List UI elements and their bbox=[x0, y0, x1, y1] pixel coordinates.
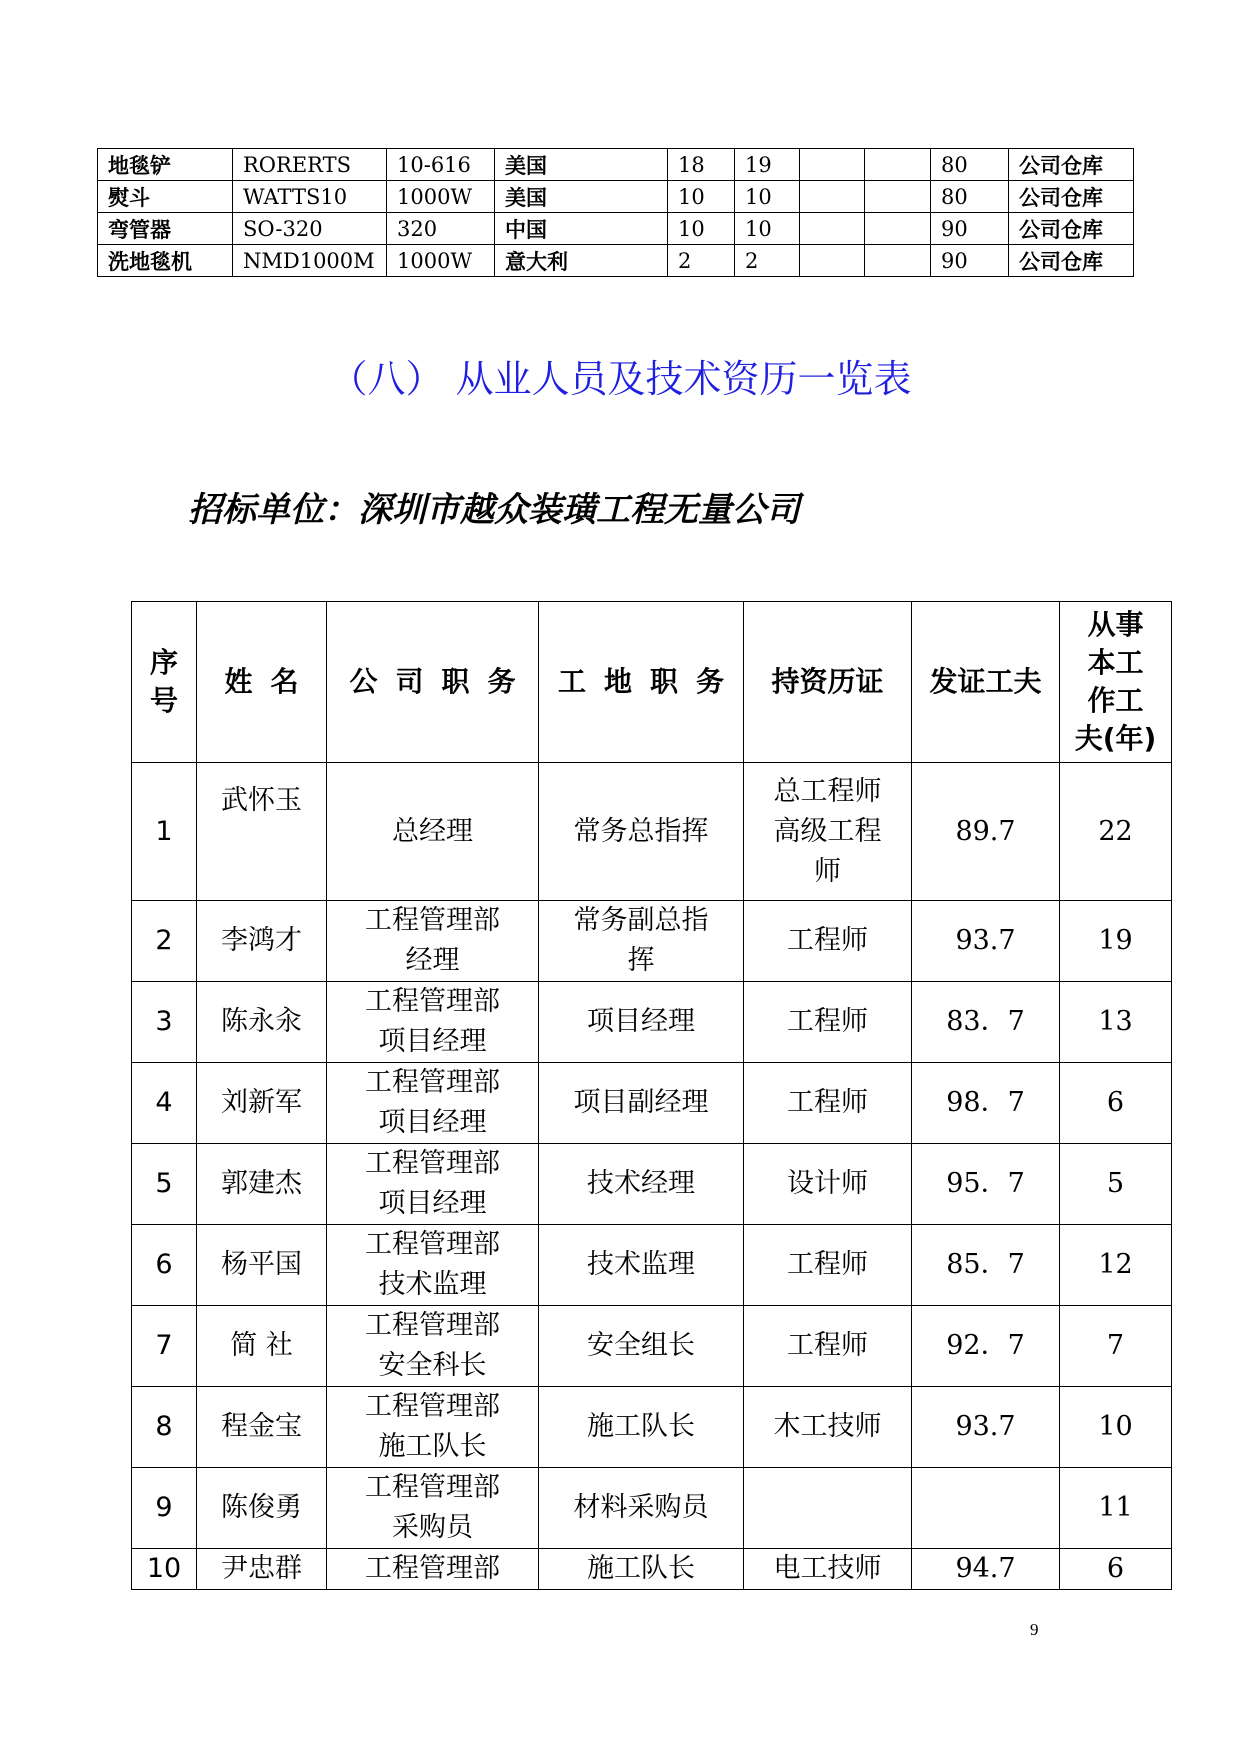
staff-site-line: 常务副总指 bbox=[573, 905, 709, 936]
staff-years: 6 bbox=[1060, 1063, 1172, 1144]
staff-no: 10 bbox=[132, 1549, 197, 1590]
header-company-role: 公司职务 bbox=[327, 602, 539, 763]
staff-cert-line: 工程师 bbox=[787, 1249, 868, 1280]
equipment-row bbox=[98, 213, 1134, 245]
staff-no: 1 bbox=[132, 763, 197, 901]
staff-company-line: 项目经理 bbox=[378, 1188, 487, 1219]
equipment-table-body bbox=[98, 149, 1134, 277]
equipment-cell: 美国 bbox=[495, 149, 668, 181]
equipment-cell bbox=[800, 149, 865, 181]
staff-score: 93.7 bbox=[912, 1387, 1060, 1468]
staff-company-line: 采购员 bbox=[392, 1512, 473, 1543]
staff-cert bbox=[744, 901, 912, 982]
staff-site-line: 常务总指挥 bbox=[573, 815, 709, 847]
staff-company bbox=[327, 763, 539, 901]
staff-name: 刘新军 bbox=[197, 1063, 327, 1144]
equipment-cell bbox=[865, 181, 931, 213]
header-site-role: 工地职务 bbox=[539, 602, 744, 763]
staff-site bbox=[539, 763, 744, 901]
staff-company bbox=[327, 901, 539, 982]
equipment-cell: 公司仓库 bbox=[1009, 213, 1134, 245]
staff-cert-line: 工程师 bbox=[787, 925, 868, 956]
equipment-row bbox=[98, 181, 1134, 213]
staff-no: 4 bbox=[132, 1063, 197, 1144]
staff-no: 9 bbox=[132, 1468, 197, 1549]
staff-score: 89.7 bbox=[912, 763, 1060, 901]
staff-no: 5 bbox=[132, 1144, 197, 1225]
staff-years: 19 bbox=[1060, 901, 1172, 982]
equipment-cell: 10 bbox=[735, 213, 800, 245]
staff-company-line: 工程管理部 bbox=[365, 1391, 500, 1422]
staff-site bbox=[539, 1468, 744, 1549]
staff-cert-line: 工程师 bbox=[787, 1087, 868, 1118]
staff-company bbox=[327, 1549, 539, 1590]
equipment-table bbox=[97, 148, 1134, 277]
equipment-cell: NMD1000M bbox=[233, 245, 387, 277]
staff-site bbox=[539, 1306, 744, 1387]
staff-cert-line: 师 bbox=[814, 855, 841, 887]
staff-cert bbox=[744, 1468, 912, 1549]
equipment-cell: SO-320 bbox=[233, 213, 387, 245]
equipment-cell bbox=[865, 213, 931, 245]
staff-site bbox=[539, 1549, 744, 1590]
staff-cert bbox=[744, 1225, 912, 1306]
page-number: 9 bbox=[1030, 1620, 1039, 1639]
header-cert: 持资历证 bbox=[744, 602, 912, 763]
equipment-cell bbox=[800, 245, 865, 277]
staff-company-line: 安全科长 bbox=[378, 1350, 487, 1381]
equipment-cell: 2 bbox=[735, 245, 800, 277]
staff-row bbox=[132, 763, 1172, 901]
staff-years: 10 bbox=[1060, 1387, 1172, 1468]
staff-name: 陈永汆 bbox=[197, 982, 327, 1063]
equipment-cell bbox=[800, 213, 865, 245]
staff-site bbox=[539, 1387, 744, 1468]
staff-cert bbox=[744, 763, 912, 901]
staff-header-row bbox=[132, 602, 1172, 763]
staff-cert-line: 设计师 bbox=[787, 1168, 868, 1199]
equipment-cell bbox=[865, 245, 931, 277]
staff-row bbox=[132, 1225, 1172, 1306]
header-seq-line: 号 bbox=[149, 684, 178, 717]
staff-name: 郭建杰 bbox=[197, 1144, 327, 1225]
staff-name: 李鸿才 bbox=[197, 901, 327, 982]
staff-score: 98．7 bbox=[912, 1063, 1060, 1144]
equipment-cell: 公司仓库 bbox=[1009, 245, 1134, 277]
staff-site-line: 项目经理 bbox=[587, 1006, 695, 1037]
equipment-cell: 1000W bbox=[387, 245, 495, 277]
staff-name: 武怀玉 bbox=[197, 763, 327, 901]
staff-company bbox=[327, 1144, 539, 1225]
staff-row bbox=[132, 901, 1172, 982]
staff-cert-line: 工程师 bbox=[787, 1006, 868, 1037]
staff-company-line: 工程管理部 bbox=[365, 1553, 500, 1584]
header-name: 姓名 bbox=[197, 602, 327, 763]
staff-years: 12 bbox=[1060, 1225, 1172, 1306]
staff-site bbox=[539, 901, 744, 982]
header-score: 发证工夫 bbox=[912, 602, 1060, 763]
staff-score: 92．7 bbox=[912, 1306, 1060, 1387]
equipment-cell: 公司仓库 bbox=[1009, 181, 1134, 213]
equipment-cell: 10 bbox=[668, 213, 735, 245]
equipment-cell: 1000W bbox=[387, 181, 495, 213]
staff-cert-line: 木工技师 bbox=[773, 1411, 882, 1442]
equipment-cell: WATTS10 bbox=[233, 181, 387, 213]
equipment-cell bbox=[800, 181, 865, 213]
staff-row bbox=[132, 1144, 1172, 1225]
staff-site-line: 技术经理 bbox=[587, 1168, 695, 1199]
equipment-cell: RORERTS bbox=[233, 149, 387, 181]
staff-company bbox=[327, 1225, 539, 1306]
staff-row bbox=[132, 982, 1172, 1063]
staff-score: 83．7 bbox=[912, 982, 1060, 1063]
staff-site bbox=[539, 982, 744, 1063]
staff-site bbox=[539, 1144, 744, 1225]
staff-score: 95．7 bbox=[912, 1144, 1060, 1225]
equipment-cell: 公司仓库 bbox=[1009, 149, 1134, 181]
header-years bbox=[1060, 602, 1172, 763]
header-seq-line: 序 bbox=[149, 646, 178, 679]
staff-no: 8 bbox=[132, 1387, 197, 1468]
staff-years: 11 bbox=[1060, 1468, 1172, 1549]
staff-years: 6 bbox=[1060, 1549, 1172, 1590]
staff-row bbox=[132, 1063, 1172, 1144]
equipment-cell: 90 bbox=[931, 213, 1009, 245]
staff-company-line: 项目经理 bbox=[378, 1026, 487, 1057]
staff-site-line: 施工队长 bbox=[587, 1411, 695, 1442]
staff-years: 7 bbox=[1060, 1306, 1172, 1387]
staff-company-line: 工程管理部 bbox=[365, 986, 500, 1017]
staff-cert-line: 工程师 bbox=[787, 1330, 868, 1361]
staff-name: 简 社 bbox=[197, 1306, 327, 1387]
staff-years: 22 bbox=[1060, 763, 1172, 901]
staff-score: 94.7 bbox=[912, 1549, 1060, 1590]
staff-company-line: 工程管理部 bbox=[365, 1148, 500, 1179]
equipment-row bbox=[98, 245, 1134, 277]
staff-company bbox=[327, 1063, 539, 1144]
staff-company-line: 经理 bbox=[405, 945, 460, 976]
header-years-line: 本工 bbox=[1087, 646, 1144, 679]
equipment-cell bbox=[865, 149, 931, 181]
staff-company bbox=[327, 1468, 539, 1549]
equipment-cell: 10-616 bbox=[387, 149, 495, 181]
staff-site bbox=[539, 1063, 744, 1144]
equipment-cell: 美国 bbox=[495, 181, 668, 213]
staff-no: 6 bbox=[132, 1225, 197, 1306]
staff-company-line: 工程管理部 bbox=[365, 1067, 500, 1098]
staff-company bbox=[327, 1387, 539, 1468]
staff-no: 2 bbox=[132, 901, 197, 982]
header-seq bbox=[132, 602, 197, 763]
staff-row bbox=[132, 1549, 1172, 1590]
staff-site bbox=[539, 1225, 744, 1306]
equipment-cell: 2 bbox=[668, 245, 735, 277]
staff-site-line: 施工队长 bbox=[587, 1553, 695, 1584]
staff-site-line: 挥 bbox=[627, 945, 655, 976]
staff-name: 程金宝 bbox=[197, 1387, 327, 1468]
staff-cert-line: 电工技师 bbox=[773, 1553, 882, 1584]
header-years-line: 夫(年) bbox=[1074, 722, 1157, 755]
staff-company-line: 总经理 bbox=[392, 815, 473, 847]
staff-row bbox=[132, 1306, 1172, 1387]
staff-years: 5 bbox=[1060, 1144, 1172, 1225]
staff-site-line: 技术监理 bbox=[587, 1249, 695, 1280]
staff-score: 93.7 bbox=[912, 901, 1060, 982]
equipment-row bbox=[98, 149, 1134, 181]
staff-score: 85．7 bbox=[912, 1225, 1060, 1306]
staff-years: 13 bbox=[1060, 982, 1172, 1063]
equipment-cell: 90 bbox=[931, 245, 1009, 277]
staff-company-line: 项目经理 bbox=[378, 1107, 487, 1138]
staff-cert bbox=[744, 1549, 912, 1590]
staff-name: 陈俊勇 bbox=[197, 1468, 327, 1549]
staff-table bbox=[131, 601, 1172, 1590]
equipment-cell: 洗地毯机 bbox=[98, 245, 233, 277]
staff-cert bbox=[744, 1063, 912, 1144]
staff-company-line: 工程管理部 bbox=[365, 1310, 500, 1341]
header-years-line: 从事 bbox=[1087, 608, 1144, 641]
staff-name: 杨平国 bbox=[197, 1225, 327, 1306]
staff-site-line: 项目副经理 bbox=[573, 1087, 709, 1118]
equipment-cell: 熨斗 bbox=[98, 181, 233, 213]
staff-company-line: 工程管理部 bbox=[365, 905, 500, 936]
staff-score bbox=[912, 1468, 1060, 1549]
equipment-cell: 中国 bbox=[495, 213, 668, 245]
section-heading: （八） 从业人员及技术资历一览表 bbox=[329, 357, 912, 401]
equipment-cell: 弯管器 bbox=[98, 213, 233, 245]
staff-cert bbox=[744, 982, 912, 1063]
staff-no: 3 bbox=[132, 982, 197, 1063]
staff-company-line: 工程管理部 bbox=[365, 1472, 500, 1503]
header-years-line: 作工 bbox=[1087, 684, 1144, 717]
staff-company-line: 施工队长 bbox=[378, 1431, 487, 1462]
equipment-cell: 80 bbox=[931, 181, 1009, 213]
staff-company-line: 工程管理部 bbox=[365, 1229, 500, 1260]
equipment-cell: 18 bbox=[668, 149, 735, 181]
equipment-cell: 地毯铲 bbox=[98, 149, 233, 181]
staff-no: 7 bbox=[132, 1306, 197, 1387]
staff-company bbox=[327, 982, 539, 1063]
staff-company bbox=[327, 1306, 539, 1387]
staff-row bbox=[132, 1468, 1172, 1549]
equipment-cell: 意大利 bbox=[495, 245, 668, 277]
equipment-cell: 10 bbox=[735, 181, 800, 213]
equipment-cell: 80 bbox=[931, 149, 1009, 181]
staff-cert bbox=[744, 1306, 912, 1387]
staff-site-line: 安全组长 bbox=[587, 1330, 695, 1361]
staff-cert bbox=[744, 1387, 912, 1468]
staff-name: 尹忠群 bbox=[197, 1549, 327, 1590]
staff-cert bbox=[744, 1144, 912, 1225]
staff-site-line: 材料采购员 bbox=[573, 1492, 709, 1523]
staff-row bbox=[132, 1387, 1172, 1468]
bidder-line: 招标单位：深圳市越众装璜工程无量公司 bbox=[188, 490, 800, 530]
staff-company-line: 技术监理 bbox=[378, 1269, 487, 1300]
equipment-cell: 19 bbox=[735, 149, 800, 181]
equipment-cell: 320 bbox=[387, 213, 495, 245]
equipment-cell: 10 bbox=[668, 181, 735, 213]
staff-table-body bbox=[132, 763, 1172, 1590]
staff-cert-line: 总工程师 bbox=[773, 775, 882, 807]
staff-cert-line: 高级工程 bbox=[773, 815, 882, 847]
